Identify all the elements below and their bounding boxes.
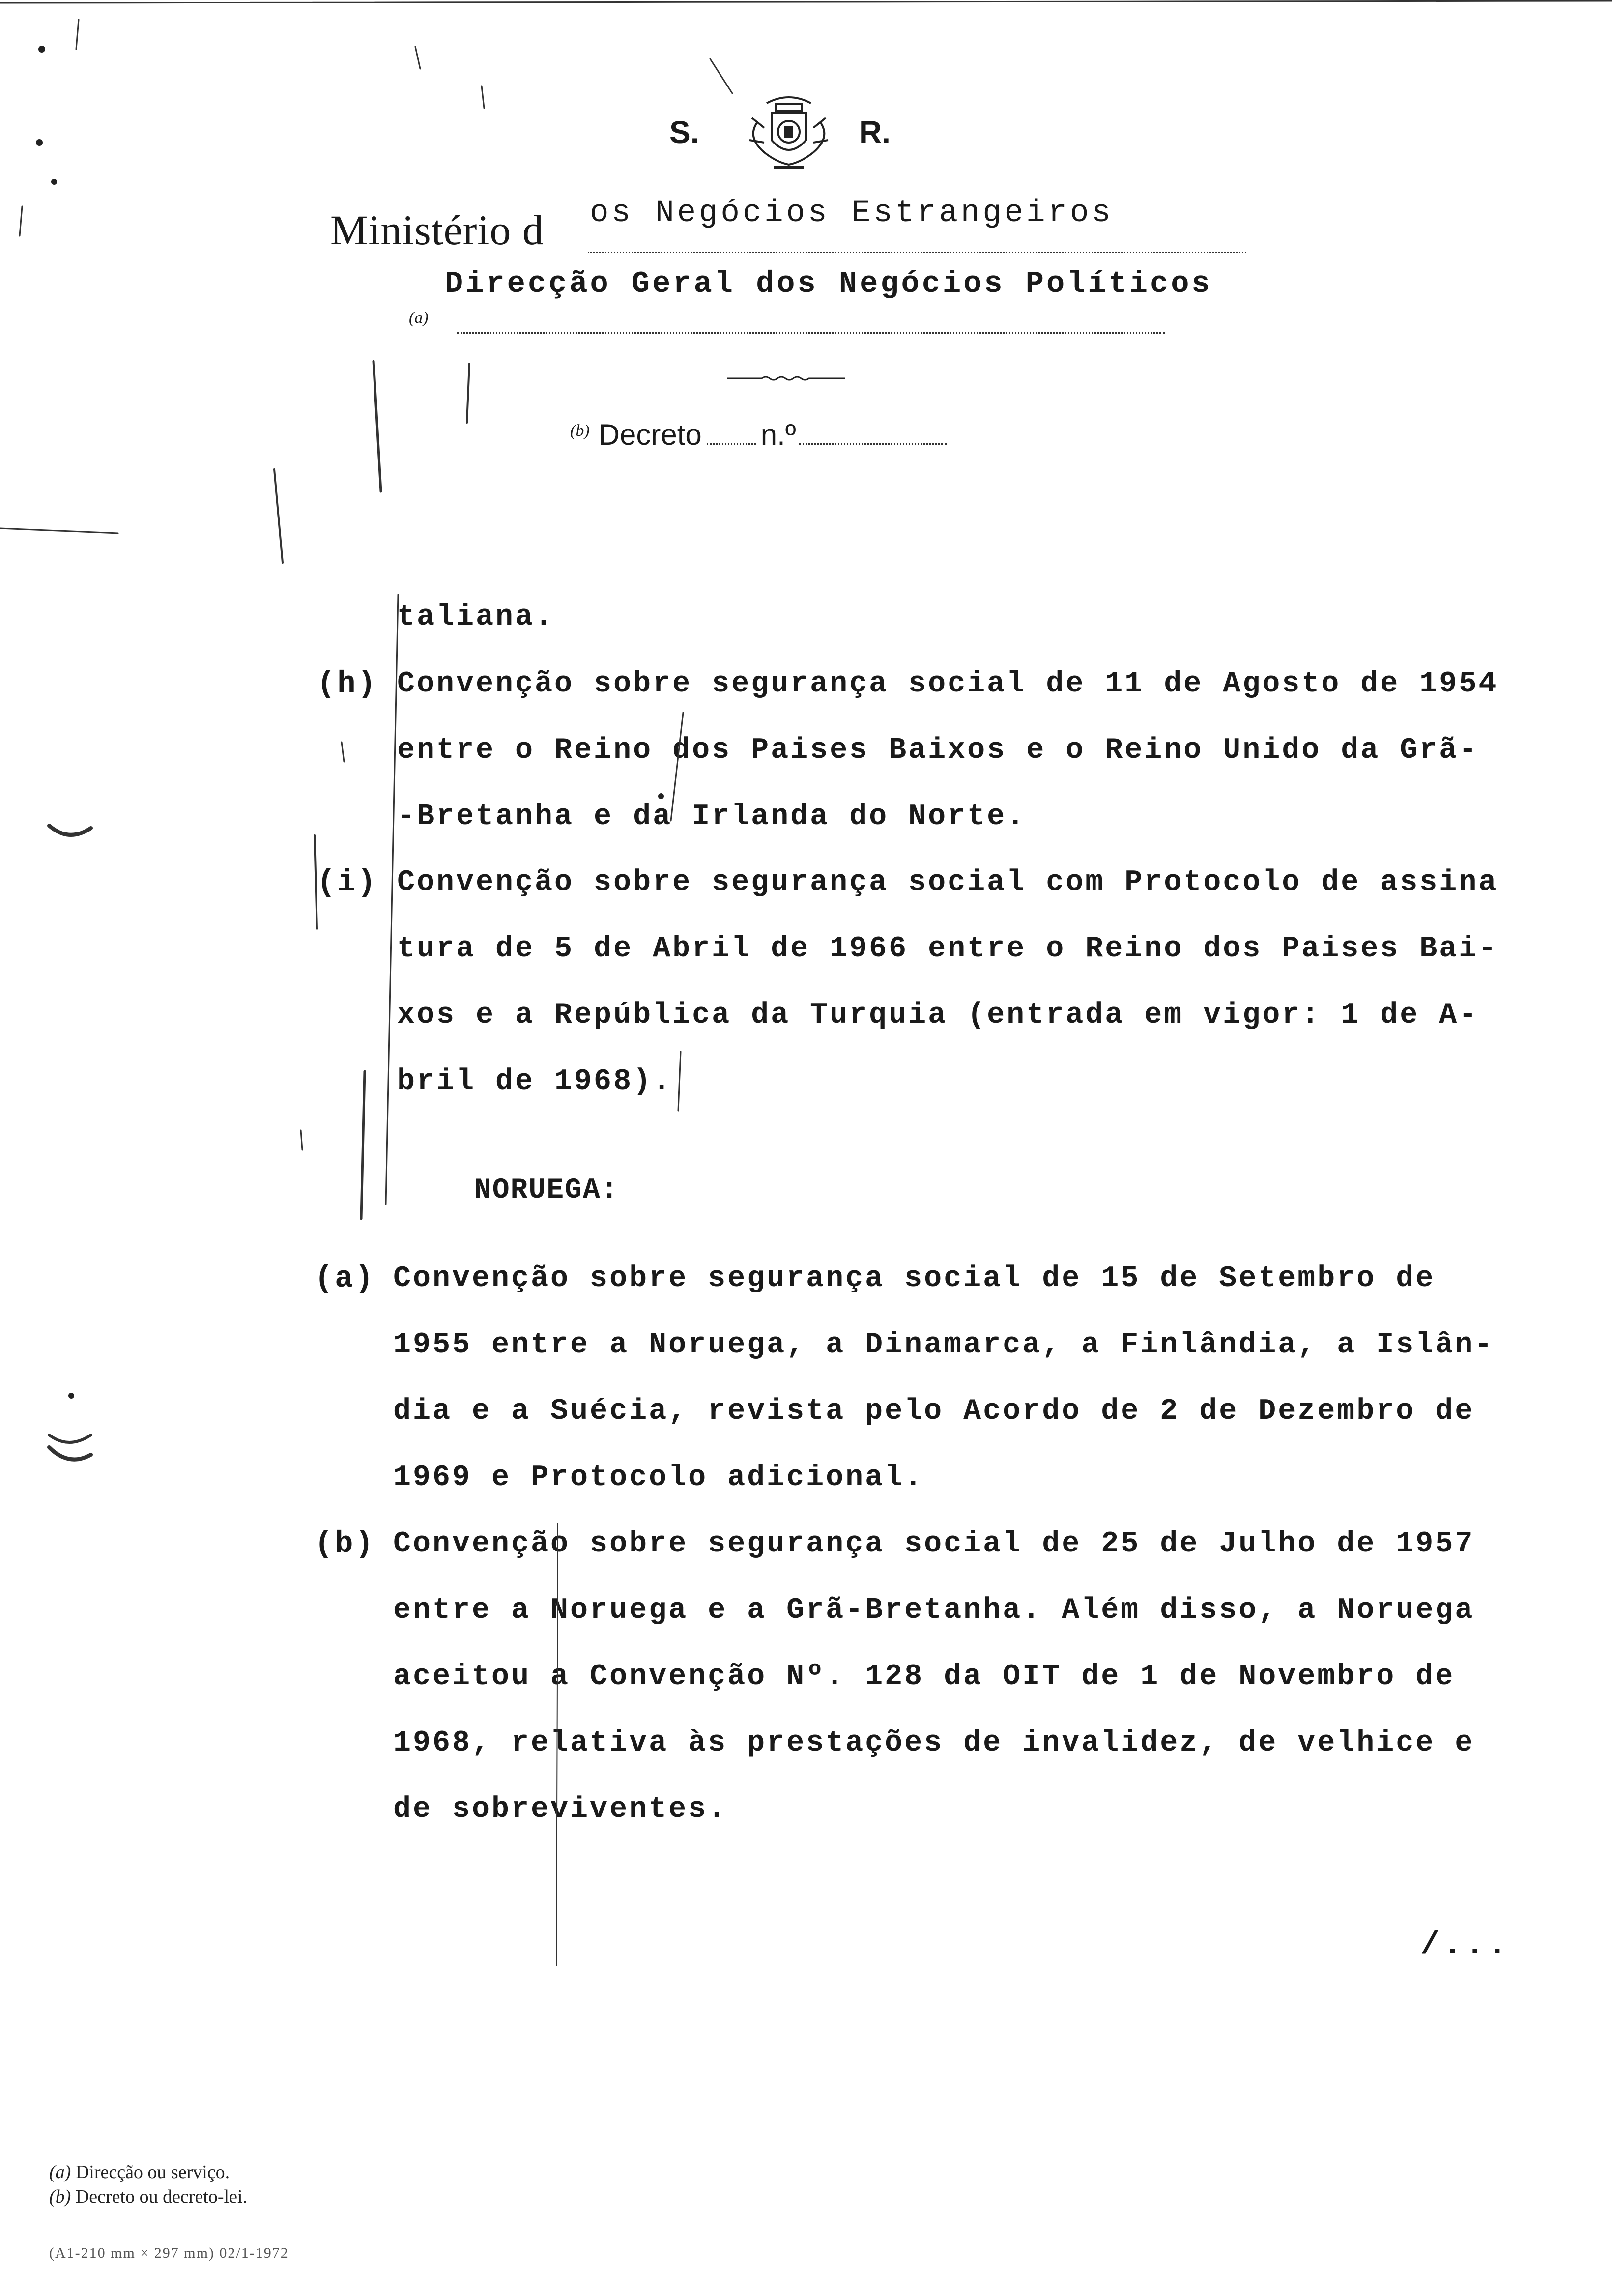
- ornament-divider: [727, 373, 845, 383]
- item-label-a: (a): [315, 1261, 375, 1296]
- item-label-i: (i): [317, 865, 378, 900]
- item-a-line-3: dia e a Suécia, revista pelo Acordo de 2 de Dezembro de: [393, 1395, 1475, 1428]
- item-h-line-3: -Bretanha e da Irlanda do Norte.: [397, 800, 1027, 833]
- item-b-line-1: Convenção sobre segurança social de 25 de Julho de 1957: [393, 1527, 1475, 1561]
- item-i-line-2: tura de 5 de Abril de 1966 entre o Reino dos Paises Bai-: [397, 932, 1498, 966]
- item-i-line-4: bril de 1968).: [397, 1065, 673, 1098]
- footnote-b-marker: (b): [49, 2186, 71, 2207]
- item-label-b: (b): [315, 1526, 375, 1561]
- item-label-h: (h): [317, 666, 378, 701]
- item-i-line-1: Convenção sobre segurança social com Protocolo de assina: [397, 866, 1498, 899]
- item-b-line-3: aceitou a Convenção Nº. 128 da OIT de 1 de Novembro de: [393, 1660, 1455, 1693]
- ministry-dotted-line: [588, 252, 1246, 253]
- letterhead-right: R.: [859, 115, 891, 150]
- service-dotted-line: [457, 332, 1165, 334]
- item-a-line-4: 1969 e Protocolo adicional.: [393, 1461, 924, 1494]
- footnote-a: [49, 2161, 230, 2183]
- continuation-mark: /...: [1420, 1926, 1510, 1963]
- decreto-dots: [707, 443, 756, 445]
- item-h-line-1: Convenção sobre segurança social de 11 de Agosto de 1954: [397, 667, 1498, 701]
- letterhead-left: S.: [669, 115, 699, 150]
- marker-a: (a): [409, 309, 429, 327]
- decreto-line: [570, 418, 947, 452]
- print-code: (A1-210 mm × 297 mm) 02/1-1972: [49, 2245, 289, 2261]
- footnote-a-marker: (a): [49, 2162, 71, 2182]
- item-h-line-2: entre o Reino dos Paises Baixos e o Reino Unido da Grã-: [397, 734, 1479, 767]
- coat-of-arms-icon: [737, 93, 840, 172]
- ministry-prefix: Ministério d: [330, 206, 544, 254]
- numero-label: n.º: [760, 418, 796, 451]
- footnote-a-text: Direcção ou serviço.: [75, 2162, 230, 2182]
- item-a-line-2: 1955 entre a Noruega, a Dinamarca, a Finlândia, a Islân-: [393, 1328, 1495, 1362]
- continued-line: taliana.: [397, 601, 555, 634]
- item-b-line-4: 1968, relativa às prestações de invalidez, de velhice e: [393, 1726, 1475, 1760]
- item-i-line-3: xos e a República da Turquia (entrada em vigor: 1 de A-: [397, 999, 1479, 1032]
- ministry-name: os Negócios Estrangeiros: [590, 196, 1114, 231]
- footnote-b: [49, 2186, 247, 2208]
- item-b-line-5: de sobreviventes.: [393, 1793, 728, 1826]
- item-b-line-2: entre a Noruega e a Grã-Bretanha. Além disso, a Noruega: [393, 1594, 1475, 1627]
- marker-b: (b): [570, 422, 590, 440]
- decreto-label: Decreto: [598, 418, 702, 451]
- item-a-line-1: Convenção sobre segurança social de 15 de Setembro de: [393, 1262, 1436, 1295]
- direccao-line: Direcção Geral dos Negócios Políticos: [445, 266, 1212, 301]
- footnote-b-text: Decreto ou decreto-lei.: [75, 2186, 248, 2207]
- numero-dots: [799, 443, 947, 445]
- section-heading-noruega: NORUEGA:: [474, 1175, 619, 1206]
